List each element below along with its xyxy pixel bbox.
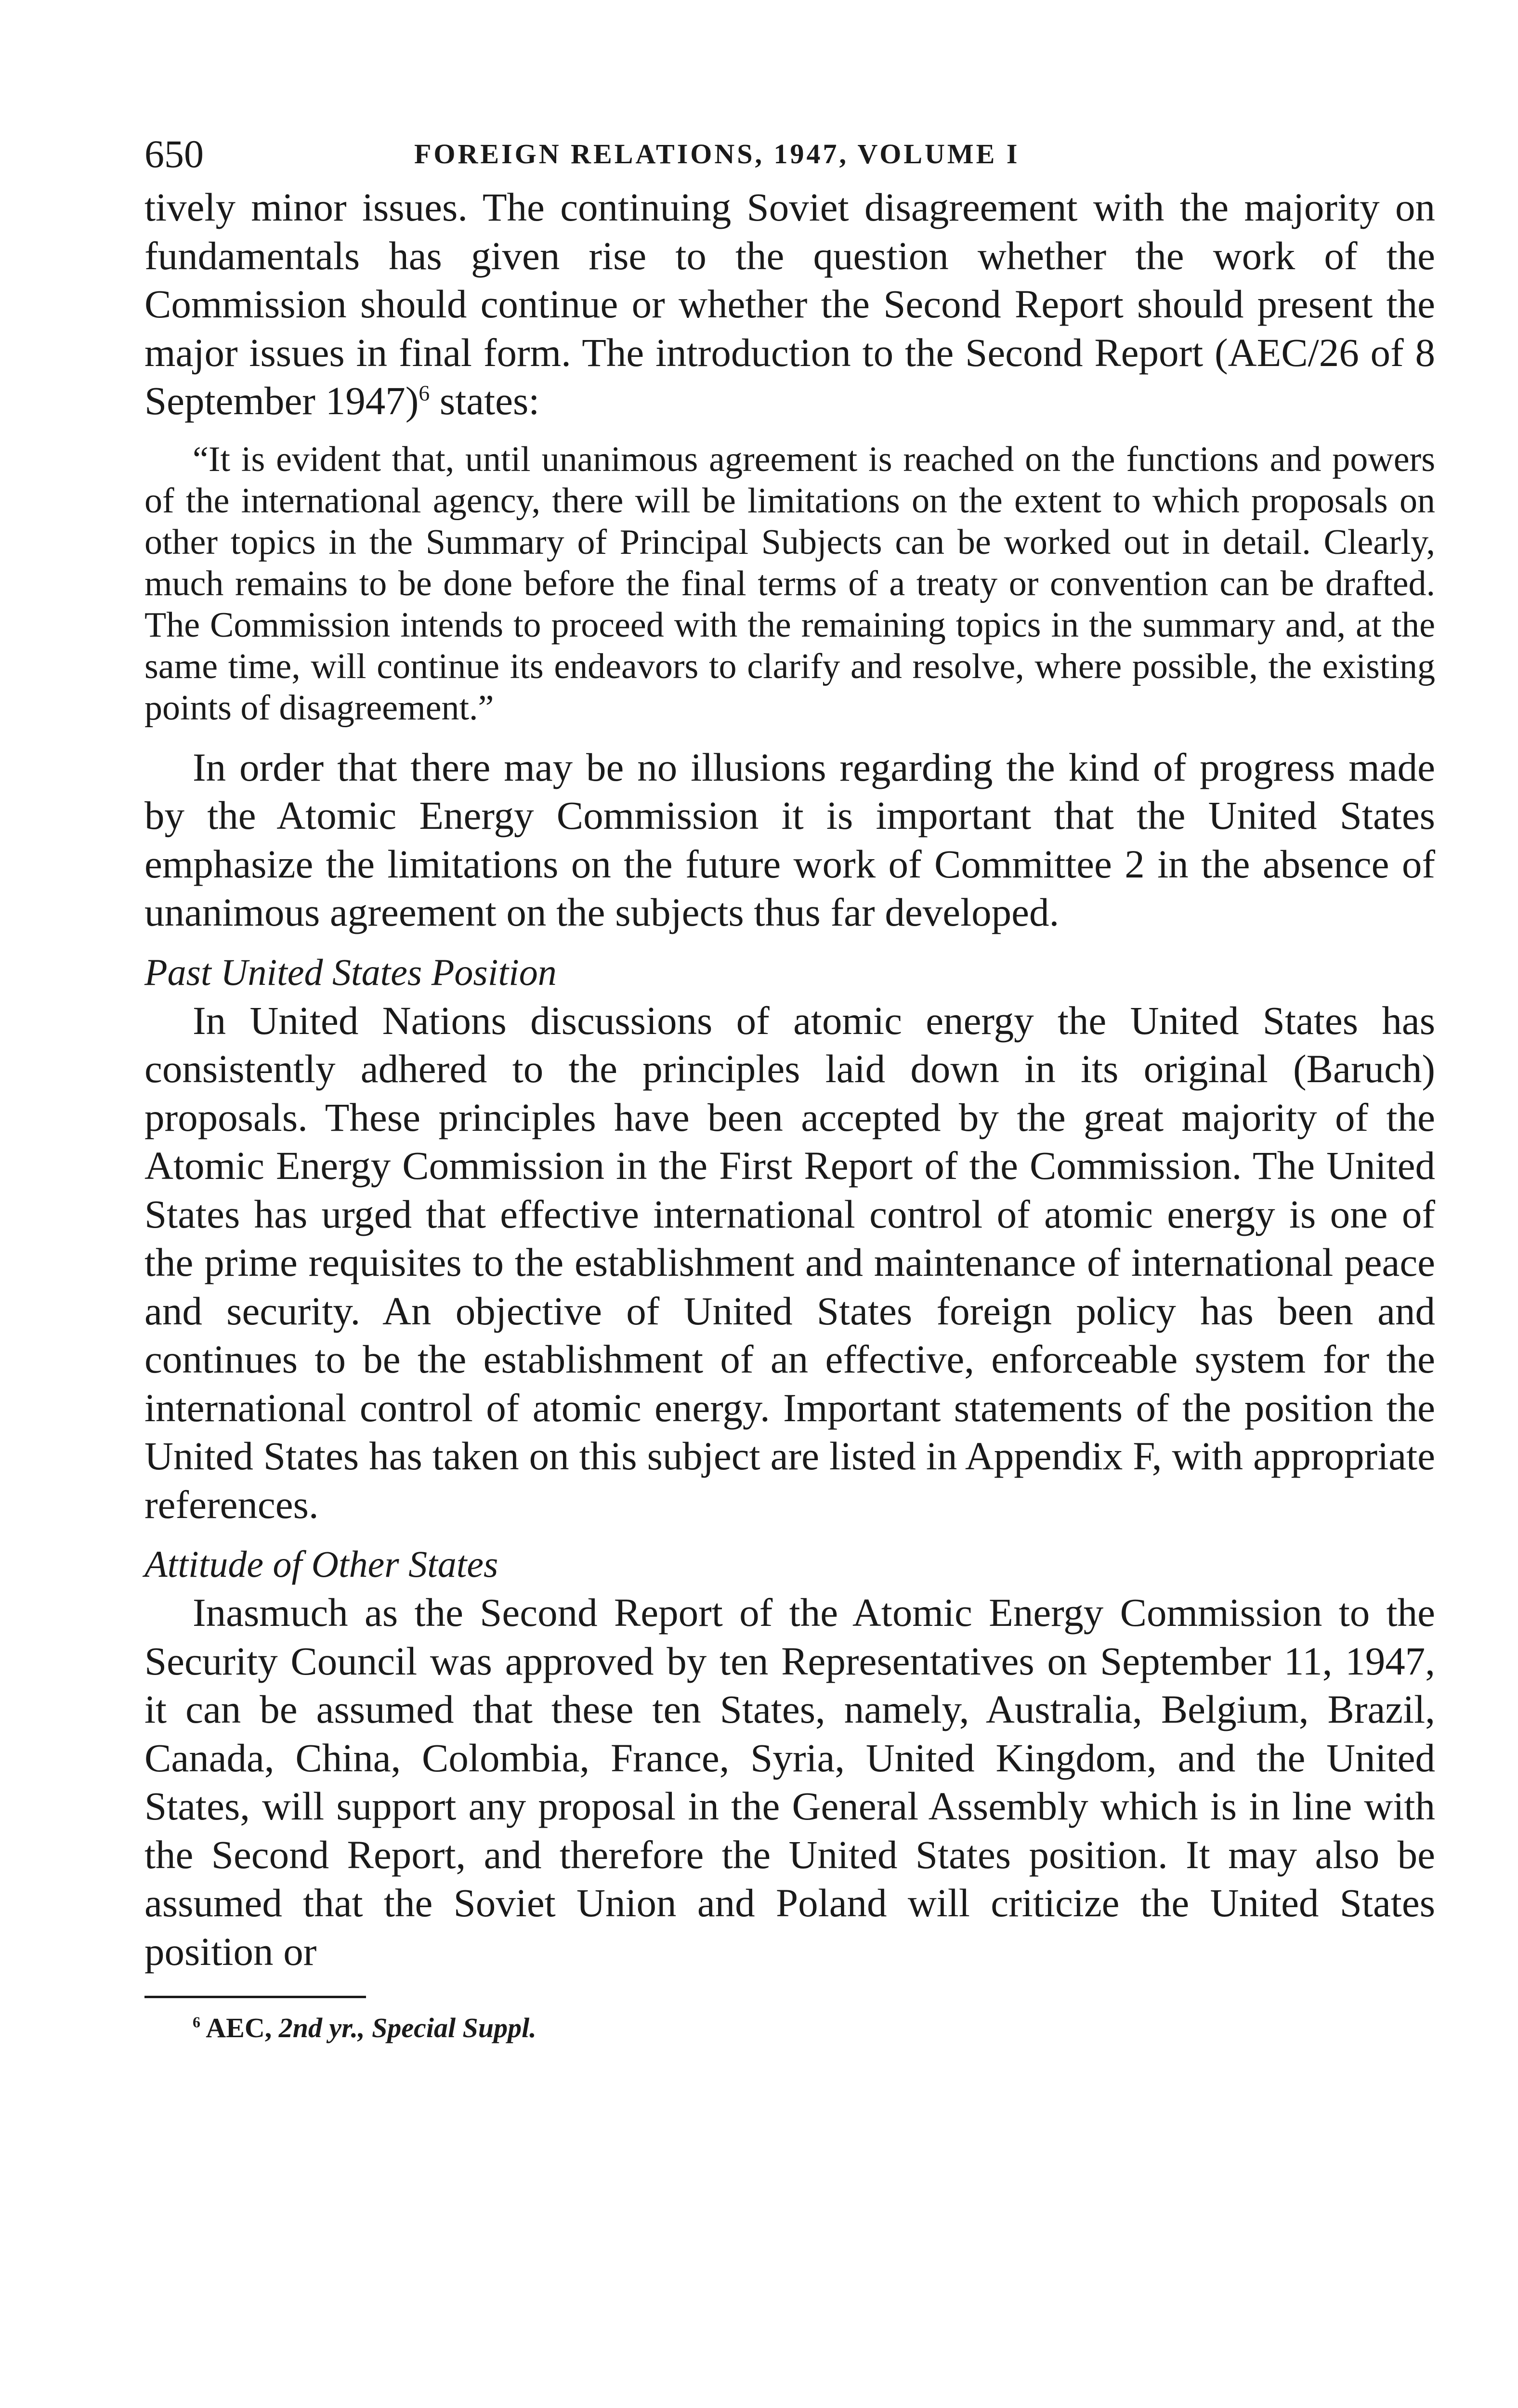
footnote-source-title: 2nd yr., Special Suppl.: [278, 2012, 537, 2043]
footnote-reference: 6: [419, 380, 430, 406]
footnote-divider: [144, 1996, 366, 1998]
page-number: 650: [144, 132, 204, 176]
paragraph-past-position: In United Nations discussions of atomic energy the United States has consistently adhered to the principles laid down in its original (Baruch) proposals. These principles have been accepted by the great majority of the Atomic Energy Commission in the First Report of the Commission. The United States has urged that effective international control of atomic energy is one of the prime requisites to the establishment and maintenance of international peace and security. An objective of United States foreign policy has been and continues to be the establishment of an effective, enforceable system for the international control of atomic energy. Important statements of the position the United States has taken on this subject are listed in Appendix F, with appropriate references.: [144, 998, 1435, 1527]
document-page: [144, 130, 1435, 2047]
footnote: [144, 2009, 1435, 2047]
block-quote: “It is evident that, until unanimous agreement is reached on the functions and powers of the international agency, there will be limitations on the extent to which proposals on other topics in the Summary of Principal Subjects can be worked out in detail. Clearly, much remains to be done before the final terms of a treaty or convention can be drafted. The Commission intends to proceed with the remaining topics in the summary and, at the same time, will continue its endeavors to clarify and resolve, where possible, the existing points of disagreement.”: [144, 439, 1435, 728]
paragraph-continued: [144, 183, 1435, 425]
running-title: FOREIGN RELATIONS, 1947, VOLUME I: [414, 138, 1020, 170]
footnote-marker: 6: [193, 2014, 200, 2031]
paragraph-other-states: Inasmuch as the Second Report of the Atomic Energy Commission to the Security Council was approved by ten Representatives on September 11, 1947, it can be assumed that these ten States, namely, Australia, Belgium, Brazil, Canada, China, Colombia, France, Syria, United Kingdom, and the United States, will support any proposal in the General Assembly which is in line with the Second Report, and therefore the United States position. It may also be assumed that the Soviet Union and Poland will criticize the United States position or: [144, 1590, 1435, 1974]
footnote-prefix: AEC,: [200, 2012, 279, 2043]
section-heading-other-states: Attitude of Other States: [144, 1543, 498, 1585]
paragraph-text: tively minor issues. The continuing Soviet disagreement with the majority on fundamentals has given rise to the question whether the work of the Commission should continue or whether the Second Report should present the major issues in final form. The introduction to the Second Report (AEC/26 of 8 September 1947): [144, 185, 1435, 423]
running-header: [144, 130, 1435, 183]
paragraph-text-end: states:: [430, 379, 540, 423]
paragraph-limitations: In order that there may be no illusions regarding the kind of progress made by the Atomic Energy Commission it is important that the United States emphasize the limitations on the future work of Committee 2 in the absence of unanimous agreement on the subjects thus far developed.: [144, 745, 1435, 934]
section-heading-past-position: Past United States Position: [144, 951, 557, 993]
